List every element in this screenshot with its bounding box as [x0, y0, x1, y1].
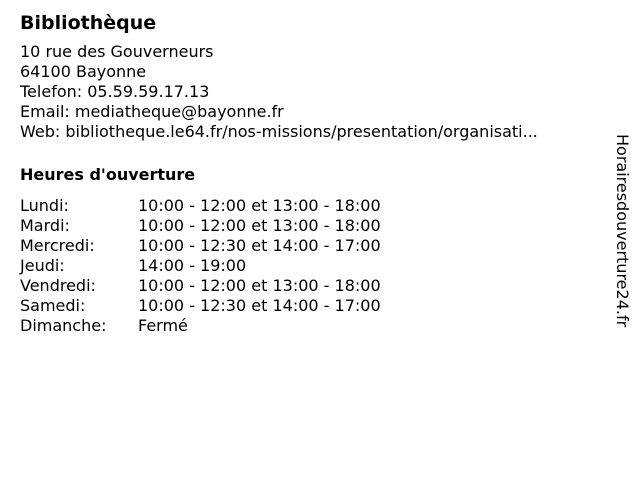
hours-value: 10:00 - 12:30 et 14:00 - 17:00 [138, 296, 381, 315]
day-label: Lundi: [20, 196, 69, 215]
hours-row-tuesday [20, 216, 600, 236]
day-label: Jeudi: [20, 256, 65, 275]
hours-row-thursday [20, 256, 600, 276]
hours-row-monday [20, 196, 600, 216]
library-info-card [20, 10, 600, 336]
page-title: Bibliothèque [20, 12, 157, 34]
day-label: Vendredi: [20, 276, 96, 295]
hours-value: 10:00 - 12:00 et 13:00 - 18:00 [138, 216, 381, 235]
email-text: Email: mediatheque@bayonne.fr [20, 102, 284, 121]
hours-row-wednesday [20, 236, 600, 256]
hours-value: 14:00 - 19:00 [138, 256, 247, 275]
opening-hours-table [20, 196, 600, 336]
website-text: Web: bibliotheque.le64.fr/nos-missions/presentation/organisati... [20, 122, 538, 141]
hours-row-saturday [20, 296, 600, 316]
hours-value: 10:00 - 12:00 et 13:00 - 18:00 [138, 196, 381, 215]
hours-value: 10:00 - 12:00 et 13:00 - 18:00 [138, 276, 381, 295]
phone-text: Telefon: 05.59.59.17.13 [20, 82, 210, 101]
hours-value: Fermé [138, 316, 188, 335]
hours-row-sunday [20, 316, 600, 336]
site-watermark: Horairesdouverture24.fr [613, 134, 632, 328]
address-block [20, 42, 600, 142]
day-label: Dimanche: [20, 316, 107, 335]
hours-row-friday [20, 276, 600, 296]
address-city: 64100 Bayonne [20, 62, 147, 81]
hours-value: 10:00 - 12:30 et 14:00 - 17:00 [138, 236, 381, 255]
opening-hours-heading: Heures d'ouverture [20, 165, 196, 184]
address-street: 10 rue des Gouverneurs [20, 42, 214, 61]
day-label: Mercredi: [20, 236, 95, 255]
day-label: Samedi: [20, 296, 86, 315]
day-label: Mardi: [20, 216, 70, 235]
